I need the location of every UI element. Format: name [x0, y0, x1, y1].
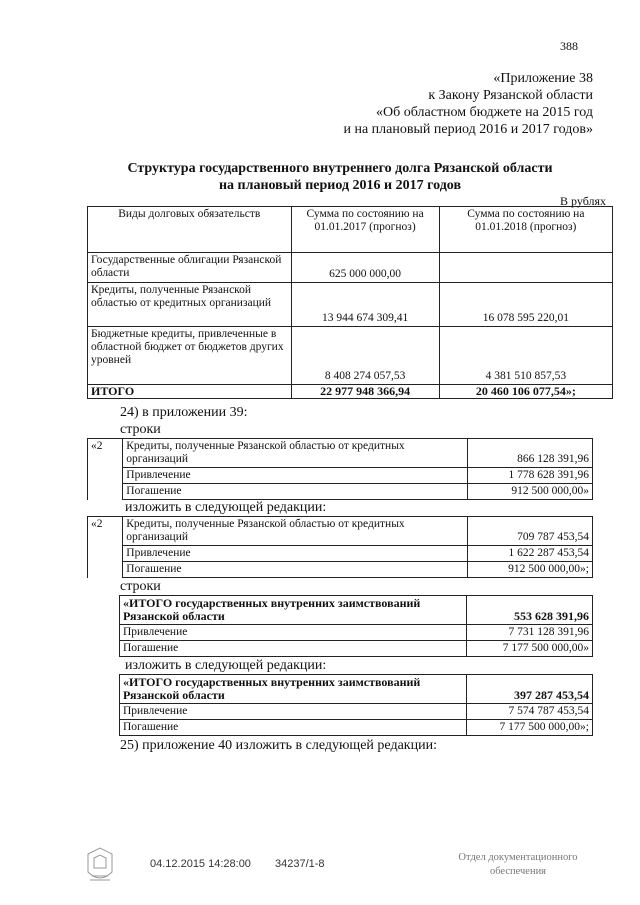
row-name: Привлечение — [123, 546, 468, 562]
coat-of-arms-logo — [83, 846, 117, 886]
replace-label: изложить в следующей редакции: — [125, 500, 327, 515]
row-value: 13 944 674 309,41 — [291, 283, 439, 327]
row-name: Погашение — [120, 641, 467, 657]
debt-structure-table — [87, 206, 613, 399]
row-number: «2 — [88, 517, 123, 546]
total-value: 22 977 948 366,94 — [291, 385, 439, 399]
title-line: Структура государственного внутреннего долга Рязанской области — [127, 161, 553, 176]
row-name: Кредиты, полученные Рязанской областью от кредитных организаций — [123, 517, 468, 546]
row-value: 866 128 391,96 — [467, 439, 592, 468]
row-value: 625 000 000,00 — [291, 253, 439, 283]
unit-label: В рублях — [560, 194, 607, 208]
row-name: Погашение — [123, 484, 468, 500]
row-number-empty — [88, 546, 123, 562]
row-name: «ИТОГО государственных внутренних заимствований Рязанской области — [120, 675, 467, 704]
item-25: 25) приложение 40 изложить в следующей редакции: — [120, 738, 437, 753]
row-value: 7 177 500 000,00»; — [467, 720, 593, 736]
new-total-table — [119, 674, 593, 736]
old-total-table — [119, 595, 593, 657]
row-name: Кредиты, полученные Рязанской областью от кредитных организаций — [88, 283, 292, 327]
row-value: 16 078 595 220,01 — [439, 283, 612, 327]
new-credits-table — [87, 516, 593, 578]
old-credits-table — [87, 438, 593, 500]
row-number-empty — [88, 484, 123, 500]
row-value — [439, 253, 612, 283]
row-value: 7 177 500 000,00» — [467, 641, 593, 657]
row-value: 553 628 391,96 — [467, 596, 593, 625]
row-value: 912 500 000,00» — [467, 484, 592, 500]
footer-datetime: 04.12.2015 14:28:00 — [150, 858, 251, 870]
row-name: Привлечение — [120, 625, 467, 641]
strings-label: строки — [120, 579, 161, 594]
row-value: 7 731 128 391,96 — [467, 625, 593, 641]
annex-line: «Приложение 38 — [493, 71, 593, 86]
row-value: 709 787 453,54 — [467, 517, 592, 546]
row-value: 8 408 274 057,53 — [291, 327, 439, 385]
row-value: 397 287 453,54 — [467, 675, 593, 704]
total-value: 20 460 106 077,54»; — [439, 385, 612, 399]
row-value: 7 574 787 453,54 — [467, 704, 593, 720]
row-name: Бюджетные кредиты, привлеченные в областной бюджет от бюджетов других уровней — [88, 327, 292, 385]
row-name: Привлечение — [123, 468, 468, 484]
replace-label: изложить в следующей редакции: — [125, 658, 327, 673]
row-value: 4 381 510 857,53 — [439, 327, 612, 385]
row-number-empty — [88, 562, 123, 578]
row-name: Погашение — [120, 720, 467, 736]
row-name: Государственные облигации Рязанской области — [88, 253, 292, 283]
annex-header — [233, 70, 593, 138]
row-name: Погашение — [123, 562, 468, 578]
footer-doc-id: 34237/1-8 — [275, 858, 325, 870]
row-name: Кредиты, полученные Рязанской областью от кредитных организаций — [123, 439, 468, 468]
annex-line: и на плановый период 2016 и 2017 годов» — [343, 122, 593, 137]
annex-line: к Закону Рязанской области — [428, 88, 593, 103]
row-value: 912 500 000,00»; — [467, 562, 592, 578]
row-number-empty — [88, 468, 123, 484]
page-number: 388 — [560, 39, 578, 53]
header-cell: Виды долговых обязательств — [88, 207, 292, 253]
row-value: 1 622 287 453,54 — [467, 546, 592, 562]
title-line: на плановый период 2016 и 2017 годов — [218, 178, 462, 193]
item-24: 24) в приложении 39: — [120, 405, 248, 420]
annex-line: «Об областном бюджете на 2015 год — [376, 105, 593, 120]
row-number: «2 — [88, 439, 123, 468]
header-cell: Сумма по состоянию на 01.01.2017 (прогноз) — [291, 207, 439, 253]
header-cell: Сумма по состоянию на 01.01.2018 (прогноз) — [439, 207, 612, 253]
department-stamp: Отдел документационного обеспечения — [458, 852, 578, 877]
row-value: 1 778 628 391,96 — [467, 468, 592, 484]
row-name: Привлечение — [120, 704, 467, 720]
row-name: «ИТОГО государственных внутренних заимствований Рязанской области — [120, 596, 467, 625]
total-label: ИТОГО — [88, 385, 292, 399]
document-title — [60, 160, 620, 194]
strings-label: строки — [120, 422, 161, 437]
